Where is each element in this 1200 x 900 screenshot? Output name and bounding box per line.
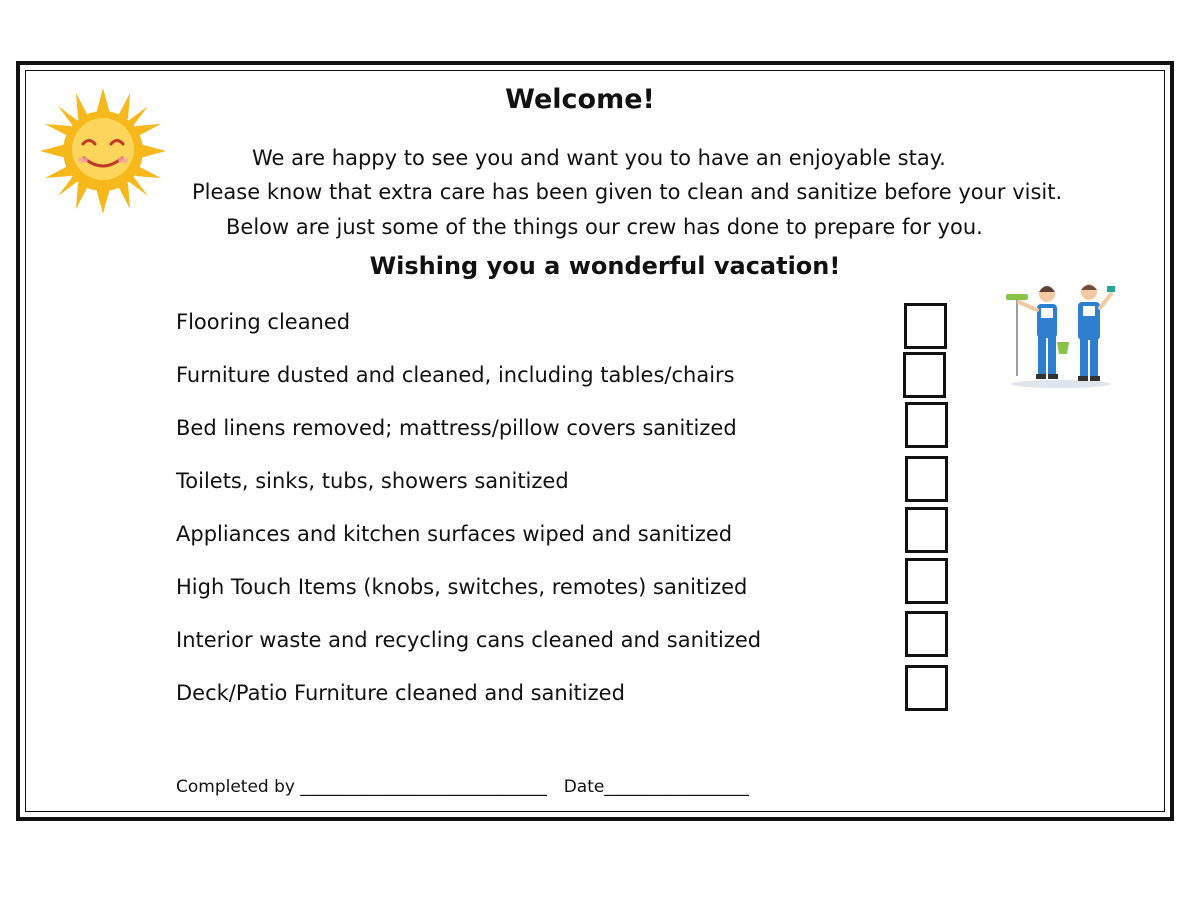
completion-footer <box>176 774 749 800</box>
checklist-item-kitchen: Appliances and kitchen surfaces wiped and sanitized <box>176 522 733 546</box>
date-field[interactable]: Date_________________ <box>563 777 749 797</box>
checkbox-bathroom[interactable] <box>905 456 948 502</box>
checkbox-high-touch[interactable] <box>905 558 948 604</box>
checklist-item-high-touch: High Touch Items (knobs, switches, remotes) sanitized <box>176 575 748 599</box>
cleaning-checklist <box>176 306 761 730</box>
checklist-item-furniture: Furniture dusted and cleaned, including tables/chairs <box>176 363 735 387</box>
checkbox-bed-linens[interactable] <box>905 402 948 448</box>
intro-line-2: Please know that extra care has been given to clean and sanitize before your visit. <box>192 180 1063 204</box>
checkbox-kitchen[interactable] <box>905 507 948 553</box>
checklist-item-bed-linens: Bed linens removed; mattress/pillow covers sanitized <box>176 416 737 440</box>
checkbox-furniture[interactable] <box>903 352 946 398</box>
checkbox-deck-patio[interactable] <box>905 665 948 711</box>
checklist-item-deck-patio: Deck/Patio Furniture cleaned and sanitized <box>176 681 625 705</box>
checklist-item-flooring: Flooring cleaned <box>176 310 351 334</box>
card-title: Welcome! <box>505 84 655 115</box>
checkbox-waste-cans[interactable] <box>905 611 948 657</box>
checklist-item-bathroom: Toilets, sinks, tubs, showers sanitized <box>176 469 569 493</box>
cleaning-crew-illustration <box>1003 280 1118 390</box>
checklist-item-waste-cans: Interior waste and recycling cans cleaned and sanitized <box>176 628 762 652</box>
checkbox-flooring[interactable] <box>904 303 947 349</box>
intro-line-3: Below are just some of the things our crew has done to prepare for you. <box>226 215 983 239</box>
completed-by-field[interactable]: Completed by _____________________________ <box>176 777 547 797</box>
card-subtitle: Wishing you a wonderful vacation! <box>369 252 841 280</box>
intro-line-1: We are happy to see you and want you to have an enjoyable stay. <box>252 146 946 170</box>
